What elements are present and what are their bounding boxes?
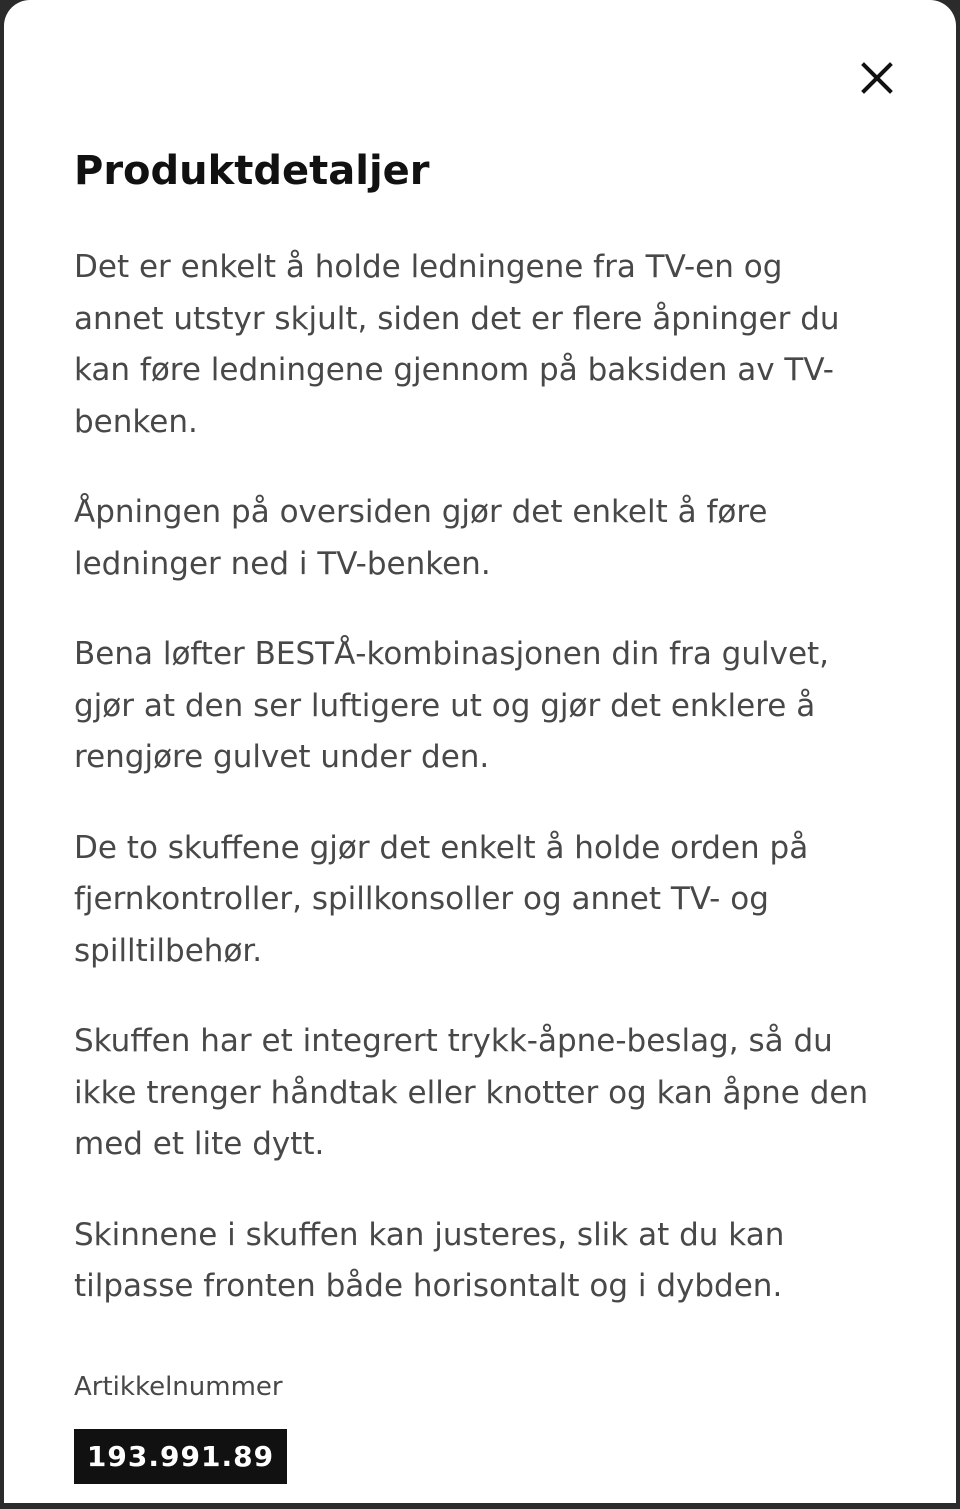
dialog-title: Produktdetaljer — [74, 148, 430, 194]
description-paragraph-push-open: Skuffen har et integrert trykk-åpne-beslag, så du ikke trenger håndtak eller knotter og kan åpne den med et lite dytt. — [74, 1023, 869, 1162]
product-details-dialog — [4, 0, 956, 1503]
description-paragraph-top-opening: Åpningen på oversiden gjør det enkelt å føre ledninger ned i TV-benken. — [74, 494, 768, 582]
description-paragraph-rails: Skinnene i skuffen kan justeres, slik at du kan tilpasse fronten både horisontalt og i dybden. — [74, 1216, 785, 1304]
article-number-label: Artikkelnummer — [74, 1372, 283, 1402]
description-paragraph-legs: Bena løfter BESTÅ-kombinasjonen din fra gulvet, gjør at den ser luftigere ut og gjør det enklere å rengjøre gulvet under den. — [74, 636, 830, 775]
product-description — [74, 242, 874, 1352]
description-paragraph-drawers: De to skuffene gjør det enkelt å holde orden på fjernkontroller, spillkonsoller og annet TV- og spilltilbehør. — [74, 829, 809, 969]
article-number-badge: 193.991.89 — [74, 1429, 287, 1484]
close-icon — [854, 55, 900, 101]
close-button[interactable] — [854, 55, 900, 101]
description-paragraph-cables: Det er enkelt å holde ledningene fra TV-en og annet utstyr skjult, siden det er flere åpninger du kan føre ledningene gjennom på baksiden av TV-benken. — [74, 249, 840, 440]
